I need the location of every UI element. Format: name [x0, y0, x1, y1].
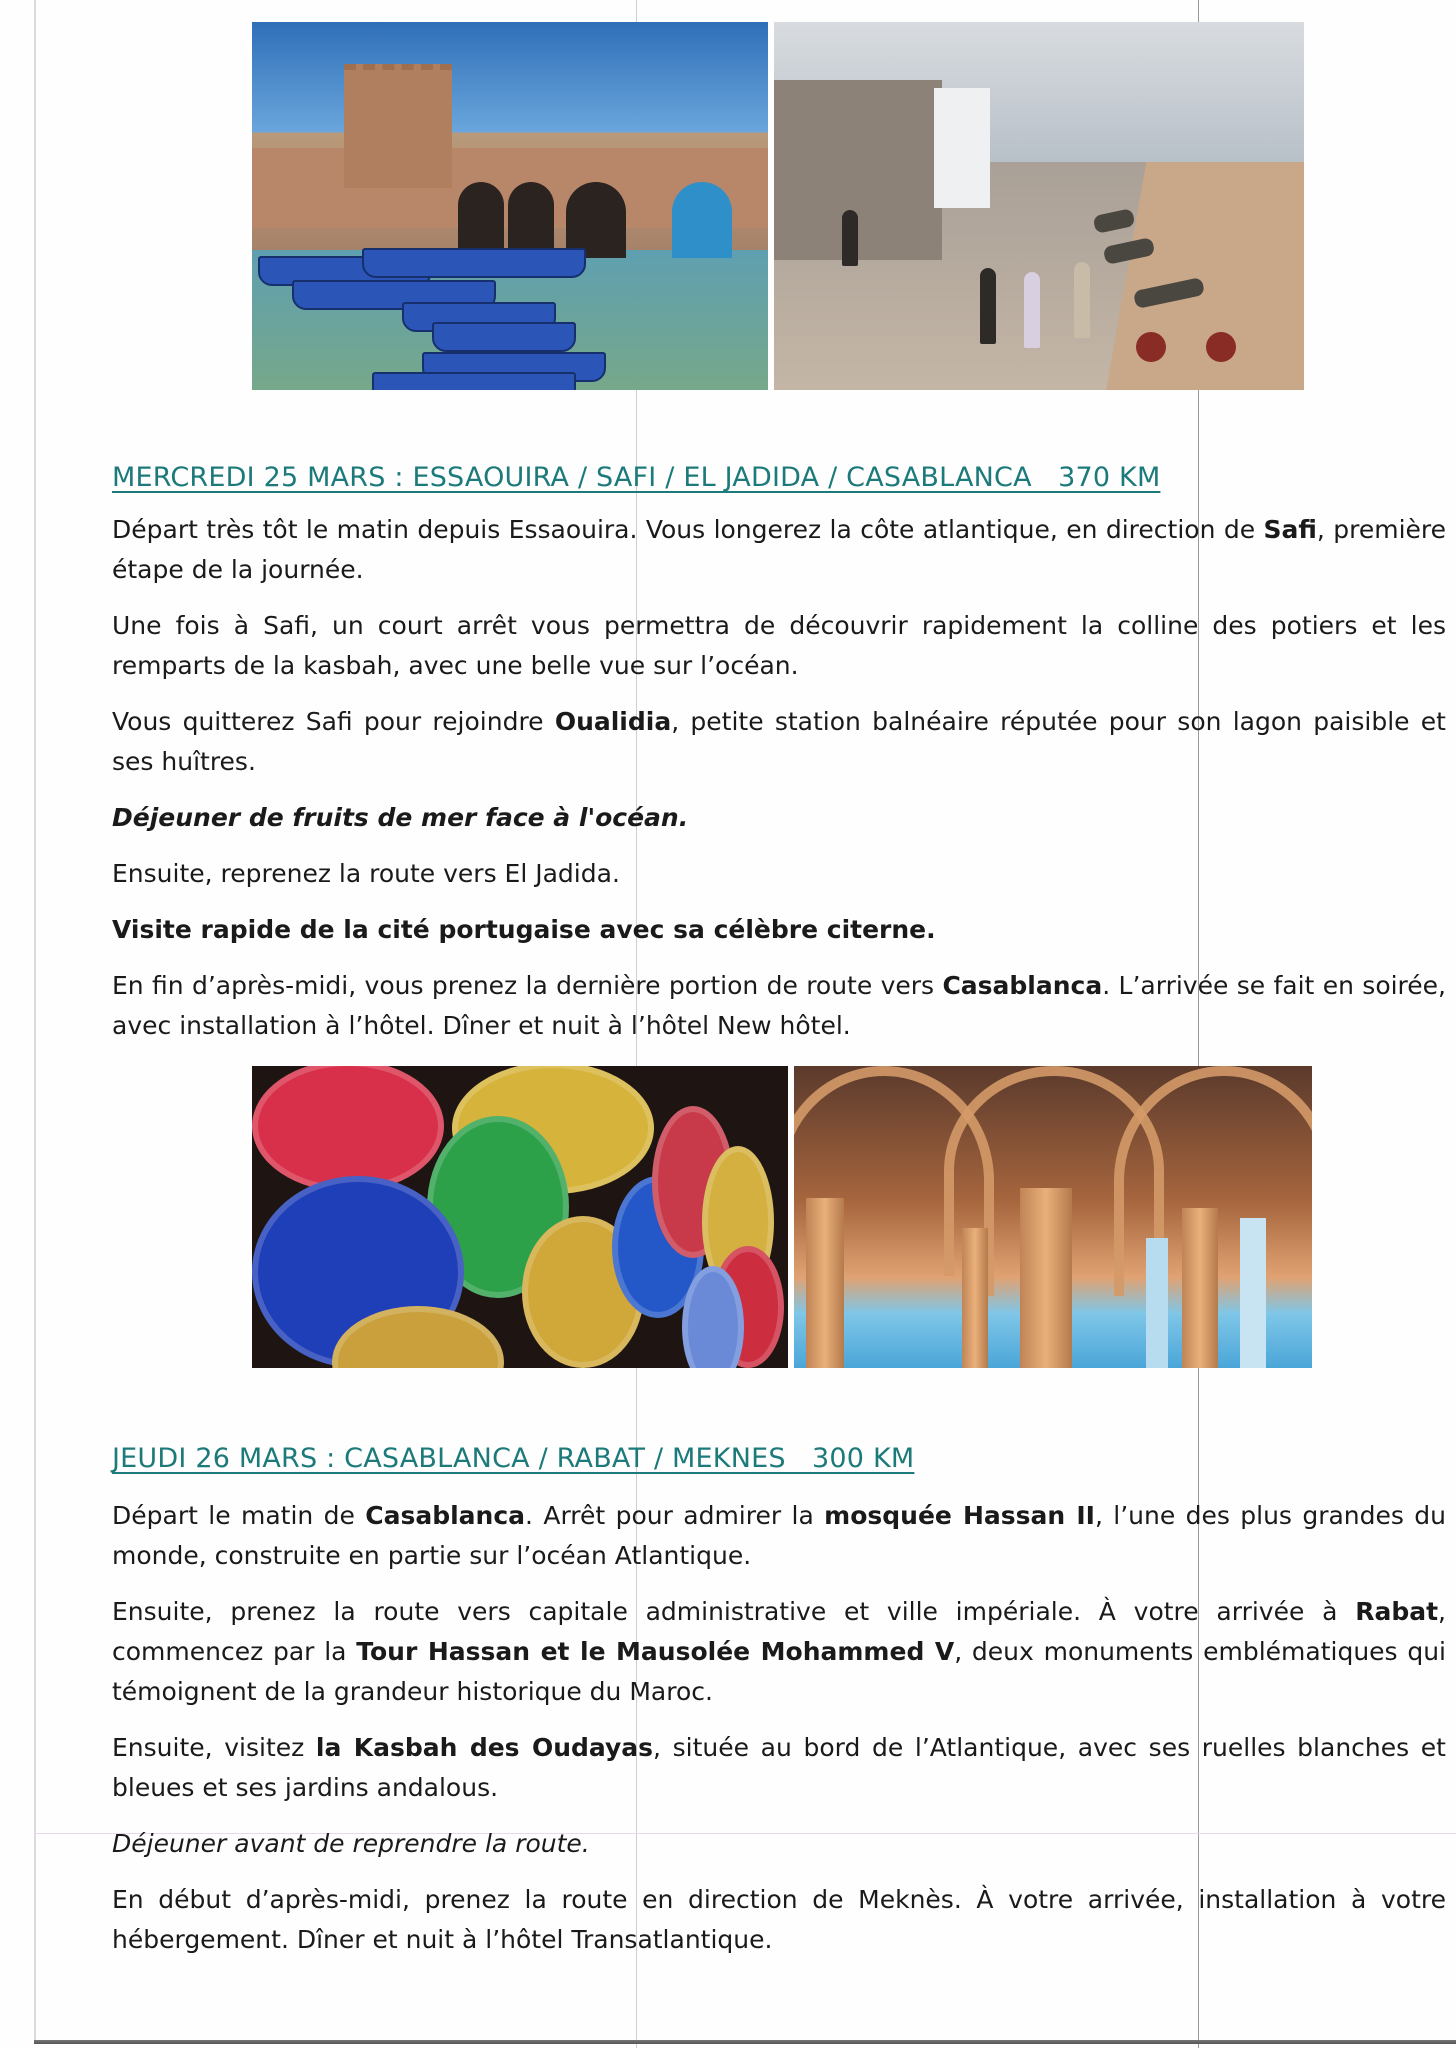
itinerary-paragraph: [112, 1824, 1446, 1864]
itinerary-paragraph: [112, 1880, 1446, 1960]
paragraph-text: . L’arrivée se fait en soirée, avec installation à l’hôtel. Dîner et nuit à l’hôtel New hôtel.: [112, 971, 1446, 1040]
day-body-jeudi: [112, 1496, 1446, 1976]
itinerary-paragraph: [112, 702, 1446, 782]
page-left-edge: [34, 0, 36, 2040]
highlighted-text: Tour Hassan et le Mausolée Mohammed V: [356, 1637, 955, 1666]
highlighted-text: Safi: [1263, 515, 1317, 544]
itinerary-paragraph: [112, 854, 1446, 894]
paragraph-text: En fin d’après-midi, vous prenez la dernière portion de route vers: [112, 971, 943, 1000]
paragraph-text: Départ le matin de: [112, 1501, 366, 1530]
photo-skala-boats: [252, 22, 768, 390]
highlighted-text: Déjeuner de fruits de mer face à l'océan.: [112, 803, 689, 832]
photo-pottery: [252, 1066, 788, 1368]
itinerary-paragraph: [112, 910, 1446, 950]
paragraph-text: Ensuite, prenez la route vers capitale administrative et ville impériale. À votre arrivée à: [112, 1597, 1356, 1626]
paragraph-text: , commencez par la: [112, 1597, 1446, 1666]
day-heading-mercredi: MERCREDI 25 MARS : ESSAOUIRA / SAFI / EL JADIDA / CASABLANCA 370 KM: [112, 462, 1161, 493]
paragraph-text: Départ très tôt le matin depuis Essaouira. Vous longerez la côte atlantique, en direction de: [112, 515, 1264, 544]
itinerary-paragraph: [112, 966, 1446, 1046]
day-body-mercredi: [112, 510, 1446, 1062]
photo-portuguese-cistern: [794, 1066, 1312, 1368]
highlighted-text: la Kasbah des Oudayas: [315, 1733, 654, 1762]
highlighted-text: Visite rapide de la cité portugaise avec sa célèbre citerne.: [112, 915, 936, 944]
page-bottom-edge: [34, 2040, 1456, 2044]
highlighted-text: Rabat: [1355, 1597, 1439, 1626]
photo-row-safi-eljadida: [252, 1066, 1312, 1368]
highlighted-text: Casablanca: [365, 1501, 526, 1530]
day-heading-jeudi: JEUDI 26 MARS : CASABLANCA / RABAT / MEKNES 300 KM: [112, 1443, 915, 1474]
paragraph-text: , située au bord de l’Atlantique, avec ses ruelles blanches et bleues et ses jardins andalous.: [112, 1733, 1446, 1802]
paragraph-text: En début d’après-midi, prenez la route en direction de Meknès. À votre arrivée, installation à votre hébergement. Dîner et nuit à l’hôtel Transatlantique.: [112, 1885, 1446, 1954]
paragraph-text: Ensuite, visitez: [112, 1733, 316, 1762]
itinerary-paragraph: [112, 1728, 1446, 1808]
highlighted-text: Casablanca: [942, 971, 1103, 1000]
itinerary-paragraph: [112, 798, 1446, 838]
itinerary-paragraph: [112, 1496, 1446, 1576]
paragraph-text: , première étape de la journée.: [112, 515, 1447, 584]
paragraph-text: Une fois à Safi, un court arrêt vous permettra de découvrir rapidement la colline des potiers et les remparts de la kasbah, avec une belle vue sur l’océan.: [112, 611, 1446, 680]
photo-ramparts-cannons: [774, 22, 1304, 390]
paragraph-text: Ensuite, reprenez la route vers El Jadida.: [112, 859, 620, 888]
itinerary-paragraph: [112, 606, 1446, 686]
highlighted-text: mosquée Hassan II: [824, 1501, 1095, 1530]
paragraph-text: , petite station balnéaire réputée pour son lagon paisible et ses huîtres.: [112, 707, 1446, 776]
photo-row-essaouira: [252, 22, 1304, 390]
paragraph-text: Vous quitterez Safi pour rejoindre: [112, 707, 555, 736]
paragraph-text: , l’une des plus grandes du monde, construite en partie sur l’océan Atlantique.: [112, 1501, 1447, 1570]
paragraph-text: , deux monuments emblématiques qui témoignent de la grandeur historique du Maroc.: [112, 1637, 1447, 1706]
paragraph-text: . Arrêt pour admirer la: [525, 1501, 825, 1530]
highlighted-text: Oualidia: [554, 707, 672, 736]
highlighted-text: Déjeuner avant de reprendre la route.: [112, 1829, 590, 1858]
itinerary-paragraph: [112, 1592, 1446, 1712]
itinerary-paragraph: [112, 510, 1446, 590]
